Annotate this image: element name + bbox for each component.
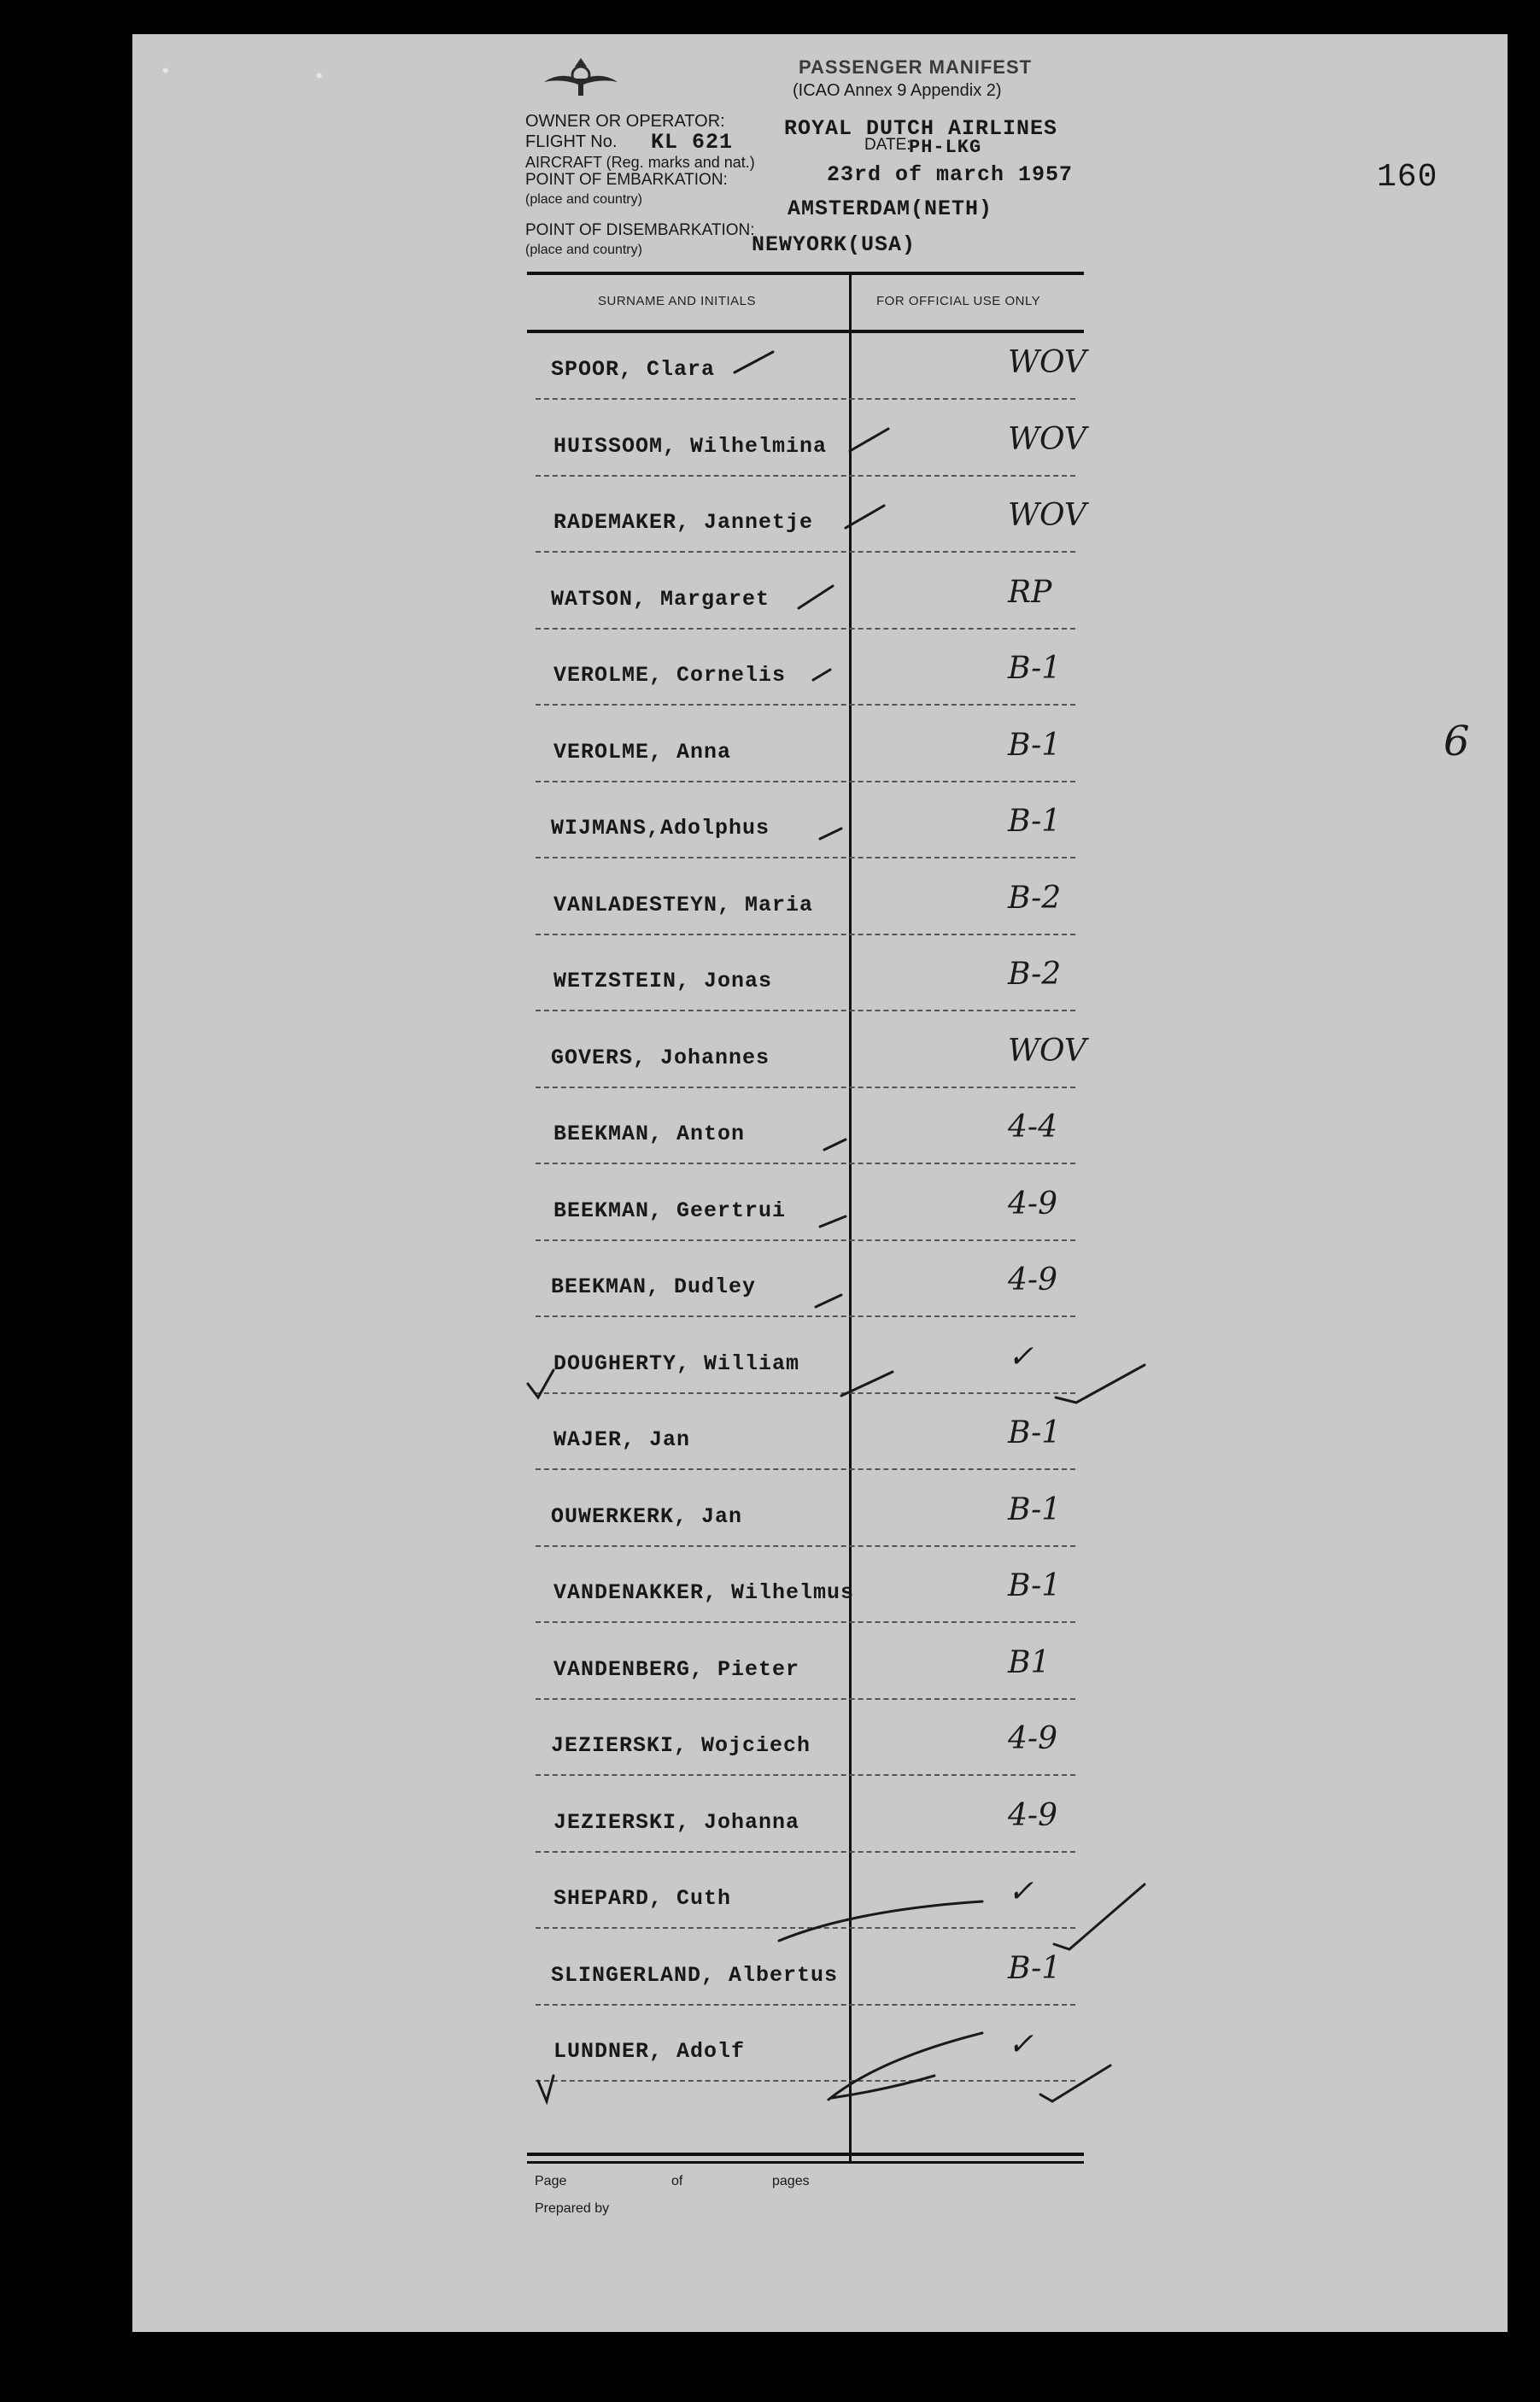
pages-label: pages [772,2174,810,2188]
passenger-name: WETZSTEIN, Jonas [553,969,773,993]
passenger-name: SHEPARD, Cuth [553,1886,732,1911]
passenger-name: GOVERS, Johannes [551,1046,770,1070]
official-use-mark: B1 [1008,1645,1051,1680]
official-use-mark: B-1 [1008,728,1062,763]
passenger-name: BEEKMAN, Dudley [551,1274,757,1299]
disembarkation-value: NEWYORK(USA) [752,232,916,257]
official-use-mark: B-2 [1008,881,1062,916]
official-use-mark: B-1 [1008,651,1062,686]
passenger-name: BEEKMAN, Anton [553,1122,746,1146]
embarkation-label: POINT OF EMBARKATION: [525,171,728,189]
check-mark [735,352,773,372]
disembarkation-sub-label: (place and country) [525,243,642,257]
column-header-names: SURNAME AND INITIALS [598,294,757,308]
official-use-mark: WOV [1008,345,1086,380]
passenger-name: VANDENAKKER, Wilhelmus [553,1580,855,1605]
passenger-name: VEROLME, Cornelis [553,663,787,688]
official-use-mark: WOV [1008,498,1086,533]
passenger-name: LUNDNER, Adolf [553,2039,746,2064]
embarkation-value: AMSTERDAM(NETH) [788,196,993,221]
official-use-mark: B-2 [1008,957,1062,992]
passenger-name: DOUGHERTY, William [553,1351,800,1376]
official-use-mark: ✓ [1008,2027,1034,2062]
date-value: 23rd of march 1957 [827,162,1074,187]
embarkation-sub-label: (place and country) [525,192,642,207]
passenger-name: OUWERKERK, Jan [551,1504,743,1529]
owner-value: ROYAL DUTCH AIRLINES [784,116,1058,141]
passenger-name: VANDENBERG, Pieter [553,1657,800,1682]
check-mark [820,1216,846,1227]
aircraft-label: AIRCRAFT (Reg. marks and nat.) [525,154,755,171]
page-number: 160 [1377,159,1438,196]
registration-value: PH-LKG [909,137,982,158]
margin-note: 6 [1443,718,1470,765]
owner-label: OWNER OR OPERATOR: [525,112,725,131]
passenger-name: SPOOR, Clara [551,357,716,382]
column-header-official: FOR OFFICIAL USE ONLY [876,294,1041,308]
official-use-mark: WOV [1008,422,1086,457]
official-use-mark: B-1 [1008,1415,1062,1450]
form-title: PASSENGER MANIFEST [799,56,1033,78]
check-mark [799,586,833,608]
official-use-mark: 4-4 [1008,1110,1057,1145]
date-label: DATE: [864,136,911,154]
check-mark [538,2076,553,2101]
check-mark [850,429,888,451]
passenger-name: VANLADESTEYN, Maria [553,893,814,917]
disembarkation-label: POINT OF DISEMBARKATION: [525,221,755,239]
check-mark [528,1370,553,1397]
check-mark [829,2033,982,2100]
check-mark [846,506,884,528]
official-use-mark: ✓ [1008,1874,1034,1909]
official-use-mark: WOV [1008,1034,1086,1069]
form-subtitle: (ICAO Annex 9 Appendix 2) [793,81,1002,100]
flight-value: KL 621 [651,130,734,155]
of-label: of [671,2174,683,2188]
passenger-name: WAJER, Jan [553,1427,691,1452]
check-mark [820,829,841,839]
page-label: Page [535,2174,567,2188]
passenger-name: JEZIERSKI, Wojciech [551,1733,811,1758]
flight-label: FLIGHT No. [525,132,618,151]
official-use-mark: B-1 [1008,804,1062,839]
check-mark [816,1295,841,1307]
official-use-mark: RP [1008,575,1052,610]
check-mark [813,670,830,680]
official-use-mark: 4-9 [1008,1263,1057,1298]
passenger-name: SLINGERLAND, Albertus [551,1963,839,1988]
prepared-by-label: Prepared by [535,2201,610,2216]
passenger-name: VEROLME, Anna [553,740,732,765]
passenger-name: JEZIERSKI, Johanna [553,1810,800,1835]
official-use-mark: ✓ [1008,1339,1034,1374]
border-speck: • [162,60,169,81]
passenger-name: BEEKMAN, Geertrui [553,1198,787,1223]
official-use-mark: B-1 [1008,1951,1062,1986]
passenger-name: RADEMAKER, Jannetje [553,510,814,535]
passenger-name: HUISSOOM, Wilhelmina [553,434,828,459]
official-use-mark: 4-9 [1008,1186,1057,1222]
check-mark [824,1139,846,1150]
official-use-mark: B-1 [1008,1492,1062,1527]
check-mark [1056,1365,1145,1403]
passenger-name: WIJMANS,Adolphus [551,816,770,841]
official-use-mark: 4-9 [1008,1798,1057,1833]
check-mark [1054,1884,1145,1949]
official-use-mark: 4-9 [1008,1721,1057,1756]
border-speck: • [316,65,323,86]
passenger-name: WATSON, Margaret [551,587,770,612]
check-mark [1040,2065,1110,2101]
check-mark [841,1372,893,1396]
official-use-mark: B-1 [1008,1568,1062,1603]
check-mark [779,1901,982,1941]
